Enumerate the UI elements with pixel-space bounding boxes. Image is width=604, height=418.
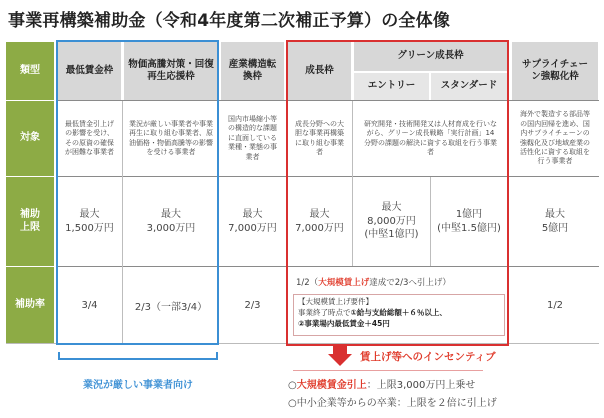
subheader-standard: スタンダード bbox=[431, 72, 507, 100]
row-label-rate: 補助率 bbox=[6, 267, 54, 343]
target-minwage: 最低賃金引上げの影響を受け、その原資の確保が困難な事業者 bbox=[65, 119, 114, 156]
limit-entry-note: (中堅1億円) bbox=[364, 229, 419, 241]
header-minwage: 最低賃金枠 bbox=[58, 42, 121, 100]
blue-caption: 業況が厳しい事業者向け bbox=[83, 380, 193, 391]
incentive-line1 bbox=[288, 376, 598, 391]
limit-supply-value: 5億円 bbox=[541, 222, 569, 234]
wage-requirement-line2: ②事業場内最低賃金＋45円 bbox=[298, 318, 390, 328]
limit-sangyo-value: 7,000万円 bbox=[228, 222, 277, 234]
limit-supply-top: 最大 bbox=[545, 209, 565, 220]
rate-growth-suffix: 達成で2/3へ引上げ） bbox=[369, 278, 451, 288]
limit-supply bbox=[512, 177, 598, 266]
target-supply: 海外で製造する部品等の国内回帰を進め、国内サプライチェーンの強靱化及び地域産業の活性化に資する取組を行う事業者 bbox=[520, 110, 590, 166]
incentive-title: 賃上げ等へのインセンティブ bbox=[360, 351, 496, 363]
rate-sangyo: 2/3 bbox=[244, 299, 261, 311]
down-arrow-icon bbox=[328, 346, 352, 366]
wage-requirement-line1-pre: 事業終了時点で bbox=[298, 307, 351, 317]
header-supply: サプライチェーン強靱化枠 bbox=[512, 42, 598, 100]
limit-seicho-top: 最大 bbox=[309, 209, 330, 220]
limit-bukka-value: 3,000万円 bbox=[146, 222, 196, 234]
red-frame bbox=[286, 40, 509, 346]
rate-growth-prefix: 1/2（ bbox=[296, 278, 319, 288]
limit-standard-value: 1億円 bbox=[455, 209, 483, 220]
header-sangyo: 産業構造転換枠 bbox=[221, 42, 284, 100]
header-seicho: 成長枠 bbox=[288, 42, 351, 100]
limit-sangyo bbox=[221, 177, 284, 266]
rate-bukka: 2/3（一部3/4） bbox=[134, 301, 208, 313]
blue-frame bbox=[56, 40, 219, 345]
wage-requirement-line1-emph: ①給与支給総額＋６％以上、 bbox=[350, 307, 447, 317]
incentive-line1-rest: ：上限3,000万円上乗せ bbox=[366, 380, 476, 391]
subheader-entry: エントリー bbox=[354, 72, 429, 100]
target-bukka: 業況が厳しい事業者や事業再生に取り組む事業者、原油価格・物価高騰等の影響を受ける事業者 bbox=[129, 119, 213, 156]
rate-supply: 1/2 bbox=[546, 299, 564, 311]
target-seicho: 成長分野への大胆な事業再構築に取り組む事業者 bbox=[295, 119, 344, 156]
limit-standard-note: (中堅1.5億円) bbox=[437, 222, 501, 234]
row-label-target: 対象 bbox=[6, 101, 54, 176]
row-label-type: 類型 bbox=[6, 42, 54, 100]
limit-sangyo-top: 最大 bbox=[242, 209, 263, 220]
limit-entry-top: 最大 bbox=[381, 202, 402, 214]
limit-entry-value: 8,000万円 bbox=[367, 215, 416, 227]
page-title: 事業再構築補助金（令和4年度第二次補正予算）の全体像 bbox=[8, 11, 451, 31]
target-sangyo: 国内市場縮小等の構造的な課題に直面している業種・業態の事業者 bbox=[228, 114, 277, 161]
limit-bukka-top: 最大 bbox=[161, 209, 181, 220]
limit-seicho-value: 7,000万円 bbox=[295, 222, 344, 234]
rate-minwage: 3/4 bbox=[81, 299, 98, 311]
limit-minwage-value: 1,500万円 bbox=[65, 222, 114, 234]
rate-growth-emph: 大規模賃上げ bbox=[318, 278, 370, 288]
blue-bracket bbox=[58, 352, 218, 360]
incentive-line1-emph: 大規模賃金引上 bbox=[296, 380, 367, 391]
header-bukka: 物価高騰対策・回復再生応援枠 bbox=[124, 42, 218, 100]
row-label-limit: 補助上限 bbox=[6, 177, 54, 266]
incentive-line2: ○中小企業等からの卒業：上限を２倍に引上げ bbox=[288, 398, 497, 409]
limit-minwage-top: 最大 bbox=[79, 209, 100, 220]
target-green: 研究開発・技術開発又は人材育成を行いながら、グリーン成長戦略「実行計画」14分野の課題の解決に資する取組を行う事業者 bbox=[364, 119, 497, 156]
wage-requirement-title: 【大規模賃上げ要件】 bbox=[298, 297, 373, 306]
incentive-line1-mark: ○ bbox=[288, 380, 297, 391]
header-green: グリーン成長枠 bbox=[354, 42, 507, 71]
